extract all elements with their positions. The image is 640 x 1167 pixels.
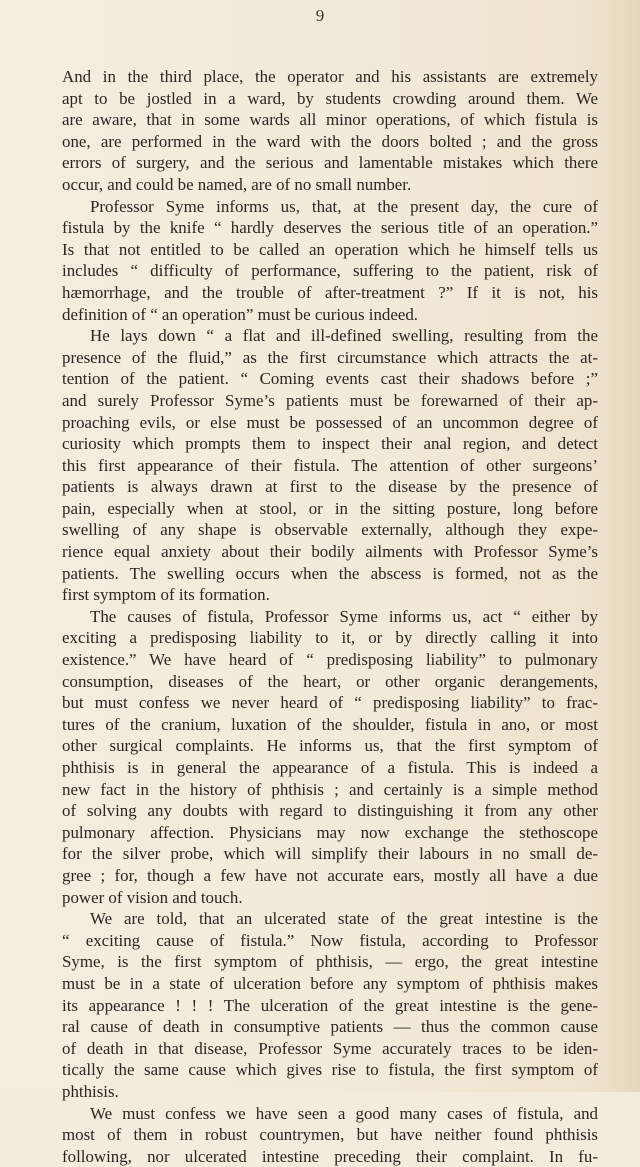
text-line: hæmorrhage, and the trouble of after-treatment ?” If it is not, his <box>62 282 598 304</box>
text-line: Is that not entitled to be called an operation which he himself tells us <box>62 239 598 261</box>
text-line: phthisis is in general the appearance of a fistula. This is indeed a <box>62 757 598 779</box>
text-line: pain, especially when at stool, or in the sitting posture, long before <box>62 498 598 520</box>
text-line: are aware, that in some wards all minor operations, of which fistula is <box>62 109 598 131</box>
text-line: He lays down “ a flat and ill-defined swelling, resulting from the <box>62 325 598 347</box>
text-line: and surely Professor Syme’s patients must be forewarned of their ap- <box>62 390 598 412</box>
text-line: phthisis. <box>62 1081 598 1103</box>
text-line: Syme, is the first symptom of phthisis, — ergo, the great intestine <box>62 951 598 973</box>
text-line: must be in a state of ulceration before any symptom of phthisis makes <box>62 973 598 995</box>
text-line: occur, and could be named, are of no small number. <box>62 174 598 196</box>
text-line: rience equal anxiety about their bodily ailments with Professor Syme’s <box>62 541 598 563</box>
text-line: We must confess we have seen a good many cases of fistula, and <box>62 1103 598 1125</box>
text-line: other surgical complaints. He informs us, that the first symptom of <box>62 735 598 757</box>
paragraph <box>62 1103 598 1167</box>
text-line: curiosity which prompts them to inspect their anal region, and detect <box>62 433 598 455</box>
text-line: “ exciting cause of fistula.” Now fistula, according to Professor <box>62 930 598 952</box>
text-line: first symptom of its formation. <box>62 584 598 606</box>
text-line: We are told, that an ulcerated state of the great intestine is the <box>62 908 598 930</box>
paragraph <box>62 325 598 606</box>
text-line: proaching evils, or else must be possessed of an uncommon degree of <box>62 412 598 434</box>
body-text <box>62 66 598 1167</box>
paragraph <box>62 606 598 908</box>
text-line: Professor Syme informs us, that, at the present day, the cure of <box>62 196 598 218</box>
text-line: for the silver probe, which will simplify their labours in no small de- <box>62 843 598 865</box>
text-line: And in the third place, the operator and his assistants are extremely <box>62 66 598 88</box>
text-line: gree ; for, though a few have not accurate ears, mostly all have a due <box>62 865 598 887</box>
text-line: following, nor ulcerated intestine preceding their complaint. In fu- <box>62 1146 598 1167</box>
paragraph <box>62 66 598 196</box>
text-line: one, are performed in the ward with the doors bolted ; and the gross <box>62 131 598 153</box>
text-line: swelling of any shape is observable externally, although they expe- <box>62 519 598 541</box>
text-line: its appearance ! ! ! The ulceration of the great intestine is the gene- <box>62 995 598 1017</box>
text-line: patients. The swelling occurs when the abscess is formed, not as the <box>62 563 598 585</box>
text-line: apt to be jostled in a ward, by students crowding around them. We <box>62 88 598 110</box>
text-line: includes “ difficulty of performance, suffering to the patient, risk of <box>62 260 598 282</box>
text-line: pulmonary affection. Physicians may now exchange the stethoscope <box>62 822 598 844</box>
paragraph <box>62 908 598 1102</box>
text-line: of solving any doubts with regard to distinguishing it from any other <box>62 800 598 822</box>
text-line: exciting a predisposing liability to it, or by directly calling it into <box>62 627 598 649</box>
text-line: of death in that disease, Professor Syme accurately traces to be iden- <box>62 1038 598 1060</box>
text-line: tention of the patient. “ Coming events cast their shadows before ;” <box>62 368 598 390</box>
text-line: patients is always drawn at first to the disease by the presence of <box>62 476 598 498</box>
text-line: ral cause of death in consumptive patients — thus the common cause <box>62 1016 598 1038</box>
text-line: The causes of fistula, Professor Syme informs us, act “ either by <box>62 606 598 628</box>
text-line: errors of surgery, and the serious and lamentable mistakes which there <box>62 152 598 174</box>
text-line: most of them in robust countrymen, but have neither found phthisis <box>62 1124 598 1146</box>
text-line: new fact in the history of phthisis ; and certainly is a simple method <box>62 779 598 801</box>
page-number: 9 <box>0 6 640 26</box>
text-line: tures of the cranium, luxation of the shoulder, fistula in ano, or most <box>62 714 598 736</box>
text-line: presence of the fluid,” as the first circumstance which attracts the at- <box>62 347 598 369</box>
text-line: this first appearance of their fistula. The attention of other surgeons’ <box>62 455 598 477</box>
text-line: existence.” We have heard of “ predisposing liability” to pulmonary <box>62 649 598 671</box>
text-line: fistula by the knife “ hardly deserves the serious title of an operation.” <box>62 217 598 239</box>
text-line: consumption, diseases of the heart, or other organic derangements, <box>62 671 598 693</box>
text-line: but must confess we never heard of “ predisposing liability” to frac- <box>62 692 598 714</box>
text-line: tically the same cause which gives rise to fistula, the first symptom of <box>62 1059 598 1081</box>
text-line: power of vision and touch. <box>62 887 598 909</box>
paragraph <box>62 196 598 326</box>
text-line: definition of “ an operation” must be curious indeed. <box>62 304 598 326</box>
